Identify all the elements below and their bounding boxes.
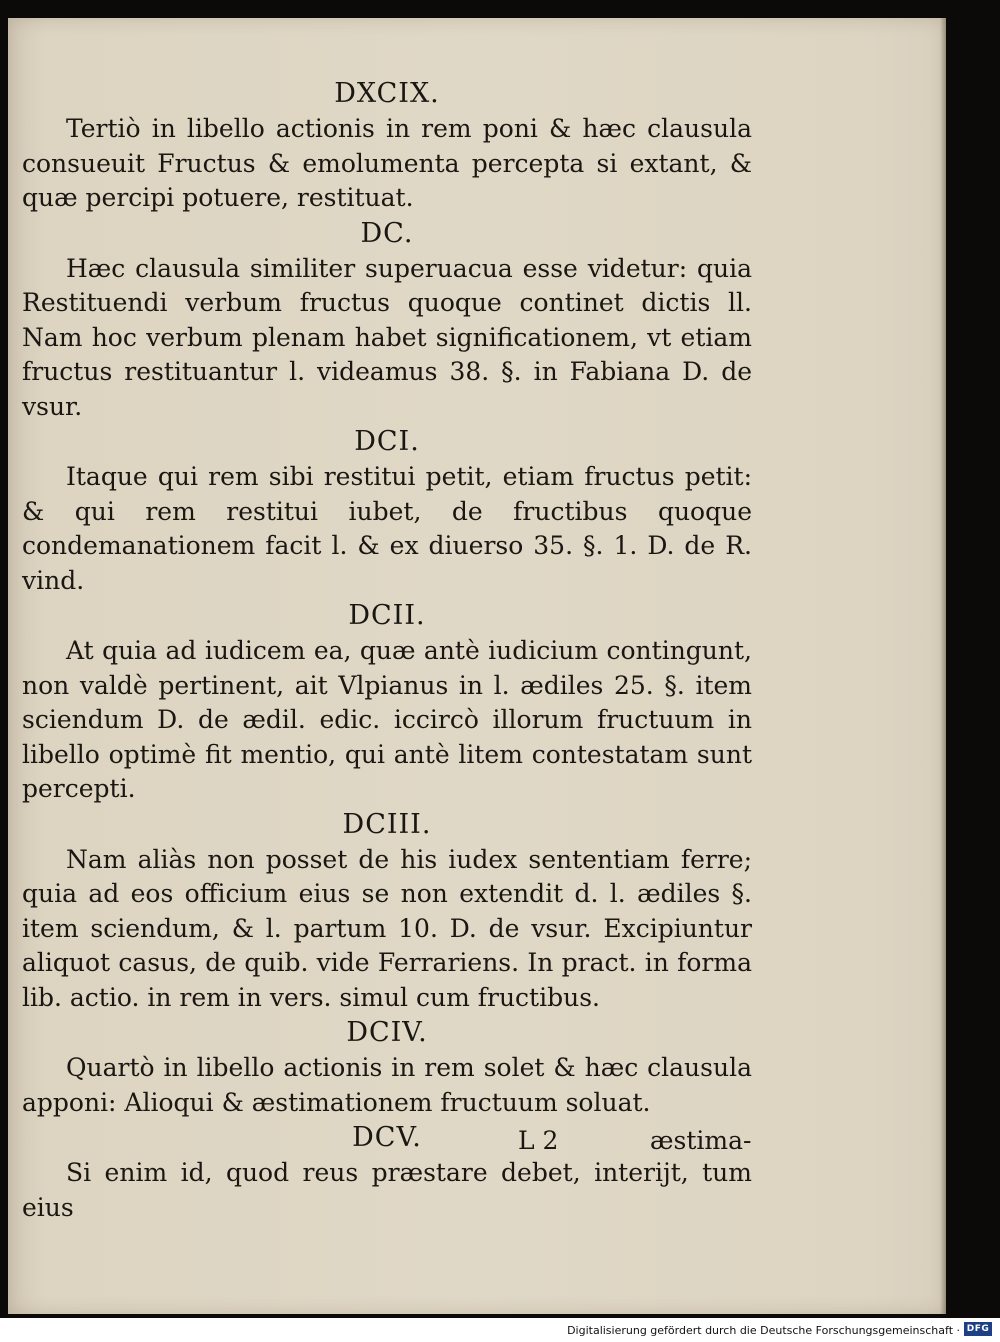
page-edge-shadow: [940, 18, 946, 1314]
section-number: DCI.: [354, 426, 420, 457]
section-paragraph: Quartò in libello actionis in rem solet & hæc clausula apponi: Alioqui & æstimationem fructuum soluat.: [22, 1053, 752, 1117]
section-number: DCIII.: [342, 808, 432, 840]
section-paragraph: Itaque qui rem sibi restitui petit, etiam fructus petit: & qui rem restitui iubet, de fructibus quoque condemanationem facit l. & ex diuerso 35. §. 1. D. de R. vind.: [22, 462, 752, 595]
section-paragraph: Nam aliàs non posset de his iudex sententiam ferre; quia ad eos officium eius se non extendit d. l. ædiles §. item sciendum, & l. partum 10. D. de vsur. Excipiuntur aliquot casus, de quib. vide Ferrariens. In pract. in forma lib. actio. in rem in vers. simul cum fructibus.: [22, 844, 752, 1012]
section-number: DCII.: [348, 600, 426, 631]
book-page: [8, 18, 946, 1314]
section-number: DC.: [360, 217, 414, 249]
signature-mark: L 2: [518, 1126, 559, 1155]
catchword: æstima-: [650, 1126, 752, 1155]
dfg-logo[interactable]: DFG: [964, 1322, 992, 1336]
page-footer-line: [22, 1126, 752, 1162]
section-number: DXCIX.: [334, 78, 440, 109]
section-number: DCIV.: [346, 1017, 428, 1048]
page-text: [22, 76, 752, 1225]
section-paragraph: At quia ad iudicem ea, quæ antè iudicium contingunt, non valdè pertinent, ait Vlpianus in l. ædiles 25. §. item sciendum D. de ædil. edic. iccircò illorum fructuum in libello optimè fit mentio, qui antè litem contestatam sunt percepti.: [22, 636, 752, 803]
digitization-footer: [0, 1318, 1000, 1342]
funding-credit: Digitalisierung gefördert durch die Deutsche Forschungsgemeinschaft ·: [567, 1324, 960, 1337]
section-paragraph: Tertiò in libello actionis in rem poni & hæc clausula consueuit Fructus & emolumenta percepta si extant, & quæ percipi potuere, restituat.: [22, 114, 752, 212]
section-number: DCV.: [352, 1122, 422, 1153]
section-paragraph: Hæc clausula similiter superuacua esse videtur: quia Restituendi verbum fructus quoque continet dictis ll. Nam hoc verbum plenam habet significationem, vt etiam fructus restituantur l. videamus 38. §. in Fabiana D. de vsur.: [22, 253, 752, 421]
section-paragraph: Si enim id, quod reus præstare debet, interijt, tum eius: [22, 1158, 752, 1222]
